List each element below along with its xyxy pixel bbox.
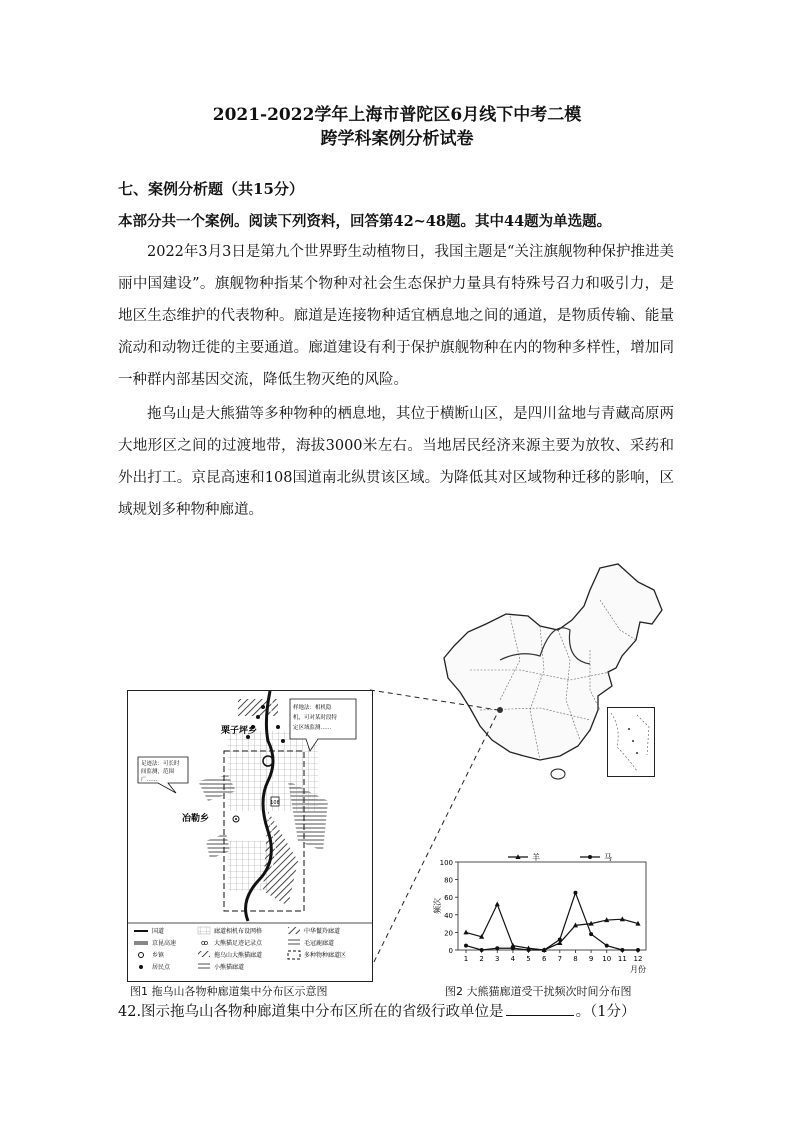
section-heading: 七、案例分析题（共15分） bbox=[118, 180, 304, 198]
point-马 bbox=[558, 937, 562, 941]
answer-blank[interactable] bbox=[506, 1001, 574, 1016]
x-tick-label: 1 bbox=[463, 955, 469, 963]
tufted-deer-corridor bbox=[288, 781, 328, 851]
hainan-island bbox=[551, 769, 565, 779]
callout-left-line3: 广…… bbox=[141, 777, 158, 783]
callout-left-line2: 间监测，范围 bbox=[141, 769, 175, 775]
point-马 bbox=[573, 891, 577, 895]
y-tick-label: 20 bbox=[444, 929, 453, 938]
legend-town: 乡镇 bbox=[152, 952, 165, 959]
red-panda-corridor-2 bbox=[206, 833, 230, 859]
x-tick-label: 5 bbox=[526, 955, 531, 963]
y-tick-label: 100 bbox=[439, 859, 453, 867]
legend-footprint: 大熊猫足迹记录点 bbox=[214, 940, 263, 947]
y-tick-label: 60 bbox=[444, 894, 453, 903]
south-china-sea-inset bbox=[607, 707, 655, 777]
paragraph-tuowushan: 拖乌山是大熊猫等多种物种的栖息地，其位于横断山区，是四川盆地与青藏高原两大地形区之间的过渡地带，海拔3000米左右。当地居民经济来源主要为放牧、采药和外出打工。京昆高速和108国道南北纵贯该区域。为降低其对区域物种迁移的影响，区域规划多种物种廊道。 bbox=[118, 406, 674, 518]
series-line-0 bbox=[466, 904, 638, 950]
place-lizi: 栗子坪乡 bbox=[221, 726, 258, 736]
x-tick-label: 9 bbox=[588, 955, 594, 963]
x-tick-label: 7 bbox=[557, 955, 563, 963]
place-yele: 冶勒乡 bbox=[182, 814, 210, 824]
legend-deer-corridor: 毛冠鹿廊道 bbox=[304, 940, 335, 947]
x-tick-label: 11 bbox=[617, 955, 627, 963]
paragraph-wildlife-day: 2022年3月3日是第九个世界野生动植物日，我国主题是“关注旗舰物种保护推进美丽中国建设”。旗舰物种指某个物种对社会生态保护力量具有特殊号召力和吸引力，是地区生态维护的代表物种。廊道是连接物种适宜栖息地之间的通道，是物质传输、能量流动和动物迁徙的主要通道。廊道建设有利于保护旗舰物种在内的物种多样性，增加同一种群内部基因交流，降低生物灭绝的风险。 bbox=[118, 244, 674, 388]
question-42-score: 。（1分） bbox=[575, 1004, 636, 1020]
camera-grid-lower bbox=[228, 841, 268, 891]
x-tick-label: 8 bbox=[573, 955, 578, 963]
legend-multi-zone: 多种物种廊道区 bbox=[304, 952, 347, 959]
point-羊 bbox=[463, 930, 468, 935]
y-tick-label: 80 bbox=[444, 876, 453, 885]
figure1-panel bbox=[127, 690, 373, 982]
legend-expressway: 京昆高速 bbox=[152, 940, 177, 947]
legend-footprint-symbol: ꝏ bbox=[201, 939, 209, 947]
x-axis-label: 月份 bbox=[630, 965, 646, 974]
question-42-text: 42.图示拖乌山各物种廊道集中分布区所在的省级行政单位是 bbox=[118, 1004, 504, 1020]
exam-title-line1: 2021-2022学年上海市普陀区6月线下中考二模 bbox=[212, 105, 582, 125]
x-tick-label: 10 bbox=[602, 955, 612, 963]
corridor-map bbox=[128, 691, 372, 981]
x-tick-label: 2 bbox=[479, 955, 484, 963]
point-马 bbox=[495, 946, 499, 950]
legend-panda-corridor: 拖乌山大熊猫廊道 bbox=[214, 952, 263, 959]
legend-national-road: 国道 bbox=[152, 928, 165, 935]
y-tick-label: 0 bbox=[448, 947, 453, 955]
legend-label-0: 羊 bbox=[532, 853, 540, 862]
figure2-caption: 图2 大熊猫廊道受干扰频次时间分布图 bbox=[445, 985, 632, 998]
point-马 bbox=[620, 948, 624, 952]
legend-red-panda-corridor: 小熊猫廊道 bbox=[214, 964, 245, 971]
y-axis-label: 频次 bbox=[433, 898, 442, 914]
disturbance-chart bbox=[420, 850, 660, 980]
legend-camera-grid: 廊道相机布设网格 bbox=[214, 928, 263, 935]
point-马 bbox=[480, 948, 484, 952]
x-tick-label: 12 bbox=[633, 955, 643, 963]
x-tick-label: 4 bbox=[510, 955, 516, 963]
x-tick-label: 6 bbox=[541, 955, 547, 963]
question-42 bbox=[118, 1000, 636, 1021]
callout-right-line1: 样地法：相机隐 bbox=[293, 705, 332, 711]
point-马 bbox=[589, 932, 593, 936]
section-intro: 本部分共一个案例。阅读下列资料，回答第42~48题。其中44题为单选题。 bbox=[118, 213, 612, 230]
legend-marker-1 bbox=[588, 855, 592, 859]
plot-frame bbox=[458, 862, 646, 950]
road-sign-label: 108 bbox=[270, 800, 280, 806]
series-line-1 bbox=[466, 893, 638, 950]
point-马 bbox=[527, 948, 531, 952]
legend-serow-corridor: 中华鬣羚廊道 bbox=[304, 928, 341, 935]
exam-title-line2: 跨学科案例分析试卷 bbox=[320, 129, 474, 149]
x-tick-label: 3 bbox=[495, 955, 500, 963]
callout-right-line3: 定区域监测…… bbox=[293, 725, 332, 731]
point-马 bbox=[636, 948, 640, 952]
callout-left-line1: 足迹法：可长时 bbox=[141, 761, 180, 767]
legend-label-1: 马 bbox=[604, 853, 612, 862]
legend bbox=[134, 927, 346, 971]
legend-resident: 居民点 bbox=[152, 964, 171, 971]
point-羊 bbox=[495, 901, 500, 906]
figure1-caption: 图1 拖乌山各物种廊道集中分布区示意图 bbox=[130, 985, 328, 998]
y-tick-label: 40 bbox=[444, 911, 453, 920]
point-马 bbox=[511, 946, 515, 950]
callout-right-line2: 机，可对某时段特 bbox=[293, 715, 338, 721]
serow-corridor bbox=[263, 811, 298, 906]
point-马 bbox=[605, 944, 609, 948]
point-马 bbox=[464, 944, 468, 948]
point-马 bbox=[542, 948, 546, 952]
